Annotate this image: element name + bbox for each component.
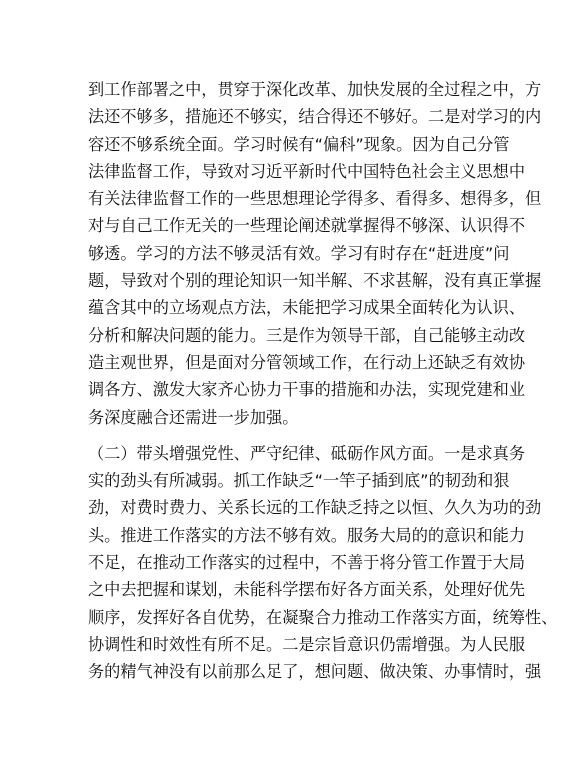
- text-line: 够透。学习的方法不够灵活有效。学习有时存在“赶进度”问: [88, 243, 510, 263]
- text-line: 蕴含其中的立场观点方法，未能把学习成果全面转化为认识、: [88, 298, 526, 318]
- text-line: 容还不够系统全面。学习时候有“偏科”现象。因为自己分管: [88, 134, 510, 154]
- text-line: （二）带头增强党性、严守纪律、砥砺作风方面。一是求真务: [88, 443, 526, 463]
- text-line: 对与自己工作无关的一些理论阐述就掌握得不够深、认识得不: [88, 216, 526, 236]
- text-line: 题，导致对个别的理论知识一知半解、不求甚解，没有真正掌握: [88, 271, 542, 291]
- paragraph-1: [88, 76, 542, 431]
- text-line: 务深度融合还需进一步加强。: [88, 407, 299, 427]
- text-line: 法律监督工作，导致对习近平新时代中国特色社会主义思想中: [88, 161, 526, 181]
- text-line: 之中去把握和谋划，未能科学摆布好各方面关系，处理好优先: [88, 580, 526, 600]
- text-line: 劲，对费时费力、关系长远的工作缺乏持之以恒、久久为功的劲: [88, 498, 542, 518]
- text-line: 协调性和时效性有所不足。二是宗旨意识仍需增强。为人民服: [88, 634, 526, 654]
- text-line: 分析和解决问题的能力。三是作为领导干部，自己能够主动改: [88, 325, 526, 345]
- text-line: 到工作部署之中，贯穿于深化改革、加快发展的全过程之中，方: [88, 80, 542, 99]
- text-line: 实的劲头有所减弱。抓工作缺乏“一竿子插到底”的韧劲和狠: [88, 471, 510, 491]
- text-line: 头。推进工作落实的方法不够有效。服务大局的的意识和能力: [88, 525, 526, 545]
- text-line: 务的精气神没有以前那么足了，想问题、做决策、办事情时，强: [88, 662, 542, 682]
- text-line: 不足，在推动工作落实的过程中，不善于将分管工作置于大局: [88, 553, 526, 573]
- text-line: 法还不够多，措施还不够实，结合得还不够好。二是对学习的内: [88, 107, 542, 127]
- text-line: 造主观世界，但是面对分管领域工作，在行动上还缺乏有效协: [88, 352, 526, 372]
- paragraph-2: [88, 440, 558, 686]
- body-text: [88, 76, 558, 686]
- text-line: 顺序，发挥好各自优势，在凝聚合力推动工作落实方面，统筹性、: [88, 607, 558, 627]
- text-line: 调各方、激发大家齐心协力干事的措施和办法，实现党建和业: [88, 380, 526, 400]
- text-line: 有关法律监督工作的一些思想理论学得多、看得多、想得多，但: [88, 189, 542, 209]
